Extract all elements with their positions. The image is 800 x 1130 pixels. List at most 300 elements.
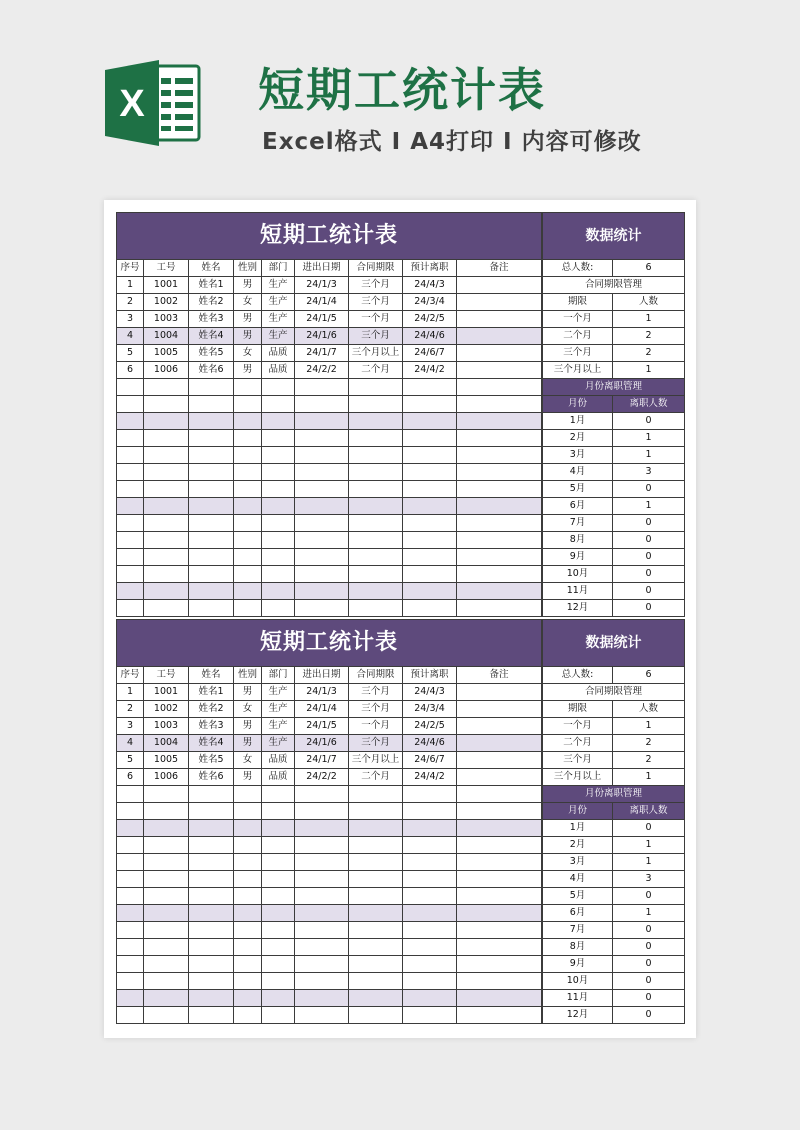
table-cell[interactable]: 男 [234, 362, 262, 379]
table-cell[interactable]: 生产 [262, 718, 295, 735]
table-cell[interactable]: 姓名1 [189, 277, 234, 294]
table-cell[interactable] [349, 905, 403, 922]
table-cell[interactable] [234, 905, 262, 922]
table-cell[interactable] [262, 837, 295, 854]
table-cell[interactable] [349, 413, 403, 430]
table-cell[interactable] [144, 379, 189, 396]
table-cell[interactable]: 姓名6 [189, 769, 234, 786]
table-cell[interactable]: 女 [234, 701, 262, 718]
table-cell[interactable] [234, 939, 262, 956]
table-cell[interactable]: 女 [234, 752, 262, 769]
table-cell[interactable]: 1004 [144, 328, 189, 345]
table-cell[interactable]: 2 [117, 701, 144, 718]
table-cell[interactable] [262, 464, 295, 481]
table-cell[interactable] [117, 939, 144, 956]
table-cell[interactable]: 3 [117, 718, 144, 735]
table-cell[interactable] [403, 413, 457, 430]
table-cell[interactable] [144, 549, 189, 566]
table-cell[interactable] [144, 498, 189, 515]
table-cell[interactable] [403, 532, 457, 549]
table-cell[interactable] [189, 820, 234, 837]
table-cell[interactable]: 三个月 [349, 294, 403, 311]
table-cell[interactable] [189, 871, 234, 888]
table-cell[interactable] [349, 786, 403, 803]
table-cell[interactable] [234, 481, 262, 498]
table-cell[interactable]: 1006 [144, 769, 189, 786]
table-cell[interactable] [189, 922, 234, 939]
table-cell[interactable] [144, 413, 189, 430]
table-cell[interactable] [295, 464, 349, 481]
table-cell[interactable] [144, 854, 189, 871]
table-cell[interactable] [262, 481, 295, 498]
table-cell[interactable] [457, 566, 542, 583]
table-cell[interactable] [262, 396, 295, 413]
table-cell[interactable]: 24/1/5 [295, 311, 349, 328]
table-cell[interactable] [144, 515, 189, 532]
table-cell[interactable]: 24/1/7 [295, 752, 349, 769]
table-cell[interactable] [262, 922, 295, 939]
table-cell[interactable] [295, 820, 349, 837]
table-cell[interactable] [262, 871, 295, 888]
table-cell[interactable] [234, 786, 262, 803]
table-cell[interactable] [457, 684, 542, 701]
table-cell[interactable] [234, 973, 262, 990]
table-cell[interactable]: 品质 [262, 752, 295, 769]
table-cell[interactable] [457, 973, 542, 990]
table-cell[interactable] [234, 549, 262, 566]
table-cell[interactable] [144, 871, 189, 888]
table-cell[interactable]: 二个月 [349, 362, 403, 379]
table-cell[interactable] [262, 786, 295, 803]
table-cell[interactable] [457, 447, 542, 464]
table-cell[interactable] [234, 447, 262, 464]
table-cell[interactable] [349, 820, 403, 837]
table-cell[interactable]: 24/1/5 [295, 718, 349, 735]
table-cell[interactable] [189, 396, 234, 413]
table-cell[interactable]: 姓名3 [189, 718, 234, 735]
table-cell[interactable] [349, 922, 403, 939]
table-cell[interactable] [234, 1007, 262, 1024]
table-cell[interactable] [117, 888, 144, 905]
table-cell[interactable] [262, 956, 295, 973]
table-cell[interactable]: 24/1/4 [295, 294, 349, 311]
table-cell[interactable]: 24/2/2 [295, 769, 349, 786]
table-cell[interactable]: 女 [234, 294, 262, 311]
table-cell[interactable] [457, 769, 542, 786]
table-cell[interactable] [144, 600, 189, 617]
table-cell[interactable] [349, 990, 403, 1007]
table-cell[interactable] [295, 854, 349, 871]
table-cell[interactable]: 1002 [144, 701, 189, 718]
table-cell[interactable] [457, 752, 542, 769]
table-cell[interactable] [403, 583, 457, 600]
table-cell[interactable] [262, 888, 295, 905]
table-cell[interactable] [403, 600, 457, 617]
table-cell[interactable] [117, 549, 144, 566]
table-cell[interactable] [457, 515, 542, 532]
table-cell[interactable] [117, 566, 144, 583]
table-cell[interactable] [117, 854, 144, 871]
table-cell[interactable]: 1005 [144, 752, 189, 769]
table-cell[interactable] [144, 837, 189, 854]
table-cell[interactable]: 1001 [144, 277, 189, 294]
table-cell[interactable]: 姓名2 [189, 294, 234, 311]
table-cell[interactable] [295, 430, 349, 447]
table-cell[interactable] [403, 956, 457, 973]
table-cell[interactable]: 24/2/5 [403, 311, 457, 328]
table-cell[interactable] [457, 888, 542, 905]
table-cell[interactable] [117, 922, 144, 939]
table-cell[interactable] [403, 566, 457, 583]
table-cell[interactable] [234, 990, 262, 1007]
table-cell[interactable] [295, 600, 349, 617]
table-cell[interactable] [295, 532, 349, 549]
table-cell[interactable] [349, 973, 403, 990]
table-cell[interactable]: 生产 [262, 277, 295, 294]
table-cell[interactable] [457, 396, 542, 413]
table-cell[interactable]: 1003 [144, 311, 189, 328]
table-cell[interactable] [295, 566, 349, 583]
table-cell[interactable] [349, 566, 403, 583]
table-cell[interactable] [234, 430, 262, 447]
table-cell[interactable] [349, 464, 403, 481]
table-cell[interactable]: 1005 [144, 345, 189, 362]
table-cell[interactable] [262, 430, 295, 447]
table-cell[interactable] [457, 922, 542, 939]
table-cell[interactable] [457, 871, 542, 888]
table-cell[interactable] [117, 990, 144, 1007]
table-cell[interactable] [457, 939, 542, 956]
table-cell[interactable]: 24/3/4 [403, 294, 457, 311]
table-cell[interactable] [457, 549, 542, 566]
table-cell[interactable] [457, 362, 542, 379]
table-cell[interactable]: 生产 [262, 701, 295, 718]
table-cell[interactable]: 姓名4 [189, 735, 234, 752]
table-cell[interactable] [349, 888, 403, 905]
table-cell[interactable] [295, 871, 349, 888]
table-cell[interactable] [117, 820, 144, 837]
table-cell[interactable] [234, 837, 262, 854]
table-cell[interactable] [349, 583, 403, 600]
table-cell[interactable] [234, 413, 262, 430]
table-cell[interactable] [295, 990, 349, 1007]
table-cell[interactable] [262, 939, 295, 956]
table-cell[interactable] [144, 922, 189, 939]
table-cell[interactable] [295, 922, 349, 939]
table-cell[interactable]: 男 [234, 735, 262, 752]
table-cell[interactable] [295, 447, 349, 464]
table-cell[interactable] [403, 498, 457, 515]
table-cell[interactable] [295, 549, 349, 566]
table-cell[interactable] [262, 498, 295, 515]
table-cell[interactable] [189, 532, 234, 549]
table-cell[interactable] [262, 820, 295, 837]
table-cell[interactable] [117, 803, 144, 820]
table-cell[interactable] [262, 990, 295, 1007]
table-cell[interactable] [403, 396, 457, 413]
table-cell[interactable]: 三个月 [349, 277, 403, 294]
table-cell[interactable] [403, 905, 457, 922]
table-cell[interactable]: 5 [117, 752, 144, 769]
table-cell[interactable] [262, 532, 295, 549]
table-cell[interactable] [349, 515, 403, 532]
table-cell[interactable]: 三个月 [349, 684, 403, 701]
table-cell[interactable] [144, 396, 189, 413]
table-cell[interactable] [144, 786, 189, 803]
table-cell[interactable] [117, 973, 144, 990]
table-cell[interactable] [457, 481, 542, 498]
table-cell[interactable]: 品质 [262, 345, 295, 362]
table-cell[interactable]: 品质 [262, 362, 295, 379]
table-cell[interactable]: 24/4/2 [403, 362, 457, 379]
table-cell[interactable] [189, 888, 234, 905]
table-cell[interactable]: 姓名3 [189, 311, 234, 328]
table-cell[interactable] [234, 396, 262, 413]
table-cell[interactable] [144, 888, 189, 905]
table-cell[interactable] [403, 990, 457, 1007]
table-cell[interactable] [457, 464, 542, 481]
table-cell[interactable] [189, 413, 234, 430]
table-cell[interactable] [457, 820, 542, 837]
table-cell[interactable] [189, 600, 234, 617]
table-cell[interactable]: 生产 [262, 735, 295, 752]
table-cell[interactable]: 24/4/2 [403, 769, 457, 786]
table-cell[interactable] [457, 277, 542, 294]
table-cell[interactable] [234, 464, 262, 481]
table-cell[interactable]: 姓名2 [189, 701, 234, 718]
table-cell[interactable] [349, 803, 403, 820]
table-cell[interactable] [117, 1007, 144, 1024]
table-cell[interactable] [349, 396, 403, 413]
table-cell[interactable] [117, 583, 144, 600]
table-cell[interactable] [262, 1007, 295, 1024]
table-cell[interactable] [189, 464, 234, 481]
table-cell[interactable]: 24/4/6 [403, 328, 457, 345]
table-cell[interactable]: 姓名1 [189, 684, 234, 701]
table-cell[interactable] [234, 820, 262, 837]
table-cell[interactable] [144, 990, 189, 1007]
table-cell[interactable]: 姓名4 [189, 328, 234, 345]
table-cell[interactable] [295, 939, 349, 956]
table-cell[interactable] [457, 1007, 542, 1024]
table-cell[interactable] [144, 430, 189, 447]
table-cell[interactable] [457, 294, 542, 311]
table-cell[interactable] [403, 939, 457, 956]
table-cell[interactable] [262, 566, 295, 583]
table-cell[interactable] [295, 1007, 349, 1024]
table-cell[interactable] [403, 549, 457, 566]
table-cell[interactable] [457, 854, 542, 871]
table-cell[interactable] [403, 379, 457, 396]
table-cell[interactable] [234, 803, 262, 820]
table-cell[interactable] [117, 786, 144, 803]
table-cell[interactable] [117, 871, 144, 888]
table-cell[interactable] [117, 600, 144, 617]
table-cell[interactable]: 1004 [144, 735, 189, 752]
table-cell[interactable] [189, 905, 234, 922]
table-cell[interactable]: 6 [117, 362, 144, 379]
table-cell[interactable] [457, 735, 542, 752]
table-cell[interactable] [457, 956, 542, 973]
table-cell[interactable]: 4 [117, 735, 144, 752]
table-cell[interactable] [234, 871, 262, 888]
table-cell[interactable] [117, 905, 144, 922]
table-cell[interactable] [457, 532, 542, 549]
table-cell[interactable] [457, 990, 542, 1007]
table-cell[interactable] [117, 413, 144, 430]
table-cell[interactable] [234, 922, 262, 939]
table-cell[interactable] [262, 600, 295, 617]
table-cell[interactable] [144, 939, 189, 956]
table-cell[interactable] [117, 447, 144, 464]
table-cell[interactable]: 三个月 [349, 735, 403, 752]
table-cell[interactable] [189, 939, 234, 956]
table-cell[interactable]: 姓名6 [189, 362, 234, 379]
table-cell[interactable]: 男 [234, 684, 262, 701]
table-cell[interactable] [295, 956, 349, 973]
table-cell[interactable] [117, 464, 144, 481]
table-cell[interactable]: 24/1/3 [295, 684, 349, 701]
table-cell[interactable] [457, 311, 542, 328]
table-cell[interactable] [295, 396, 349, 413]
table-cell[interactable]: 24/1/4 [295, 701, 349, 718]
table-cell[interactable] [349, 939, 403, 956]
table-cell[interactable] [189, 379, 234, 396]
table-cell[interactable]: 生产 [262, 684, 295, 701]
table-cell[interactable] [117, 515, 144, 532]
table-cell[interactable] [295, 413, 349, 430]
table-cell[interactable] [403, 837, 457, 854]
table-cell[interactable] [117, 956, 144, 973]
table-cell[interactable] [457, 583, 542, 600]
table-cell[interactable]: 一个月 [349, 311, 403, 328]
table-cell[interactable]: 男 [234, 328, 262, 345]
table-cell[interactable]: 姓名5 [189, 752, 234, 769]
table-cell[interactable]: 三个月 [349, 701, 403, 718]
table-cell[interactable]: 24/4/3 [403, 684, 457, 701]
table-cell[interactable] [457, 345, 542, 362]
table-cell[interactable] [295, 515, 349, 532]
table-cell[interactable] [189, 1007, 234, 1024]
table-cell[interactable] [295, 837, 349, 854]
table-cell[interactable]: 24/1/7 [295, 345, 349, 362]
table-cell[interactable] [262, 854, 295, 871]
table-cell[interactable]: 2 [117, 294, 144, 311]
table-cell[interactable]: 24/2/2 [295, 362, 349, 379]
table-cell[interactable] [234, 498, 262, 515]
table-cell[interactable] [403, 786, 457, 803]
table-cell[interactable] [349, 854, 403, 871]
table-cell[interactable] [457, 379, 542, 396]
table-cell[interactable] [349, 430, 403, 447]
table-cell[interactable] [189, 837, 234, 854]
table-cell[interactable]: 24/1/6 [295, 735, 349, 752]
table-cell[interactable] [457, 718, 542, 735]
table-cell[interactable] [144, 956, 189, 973]
table-cell[interactable] [189, 430, 234, 447]
table-cell[interactable] [189, 583, 234, 600]
table-cell[interactable] [189, 854, 234, 871]
table-cell[interactable] [262, 379, 295, 396]
table-cell[interactable]: 1006 [144, 362, 189, 379]
table-cell[interactable] [234, 956, 262, 973]
table-cell[interactable] [189, 803, 234, 820]
table-cell[interactable]: 一个月 [349, 718, 403, 735]
table-cell[interactable] [349, 837, 403, 854]
table-cell[interactable] [262, 905, 295, 922]
table-cell[interactable] [234, 600, 262, 617]
table-cell[interactable] [403, 481, 457, 498]
table-cell[interactable]: 24/4/6 [403, 735, 457, 752]
table-cell[interactable]: 三个月以上 [349, 752, 403, 769]
table-cell[interactable] [457, 430, 542, 447]
table-cell[interactable] [189, 956, 234, 973]
table-cell[interactable]: 24/6/7 [403, 345, 457, 362]
table-cell[interactable]: 24/4/3 [403, 277, 457, 294]
table-cell[interactable] [262, 413, 295, 430]
table-cell[interactable]: 24/2/5 [403, 718, 457, 735]
table-cell[interactable]: 5 [117, 345, 144, 362]
table-cell[interactable] [234, 583, 262, 600]
table-cell[interactable] [189, 786, 234, 803]
table-cell[interactable]: 姓名5 [189, 345, 234, 362]
table-cell[interactable] [457, 837, 542, 854]
table-cell[interactable] [144, 905, 189, 922]
table-cell[interactable] [457, 803, 542, 820]
table-cell[interactable] [295, 973, 349, 990]
table-cell[interactable]: 24/6/7 [403, 752, 457, 769]
table-cell[interactable]: 男 [234, 311, 262, 328]
table-cell[interactable]: 二个月 [349, 769, 403, 786]
table-cell[interactable] [262, 973, 295, 990]
table-cell[interactable] [457, 413, 542, 430]
table-cell[interactable] [295, 583, 349, 600]
table-cell[interactable]: 男 [234, 769, 262, 786]
table-cell[interactable] [262, 515, 295, 532]
table-cell[interactable] [295, 803, 349, 820]
table-cell[interactable] [234, 854, 262, 871]
table-cell[interactable]: 1001 [144, 684, 189, 701]
table-cell[interactable] [349, 871, 403, 888]
table-cell[interactable] [403, 1007, 457, 1024]
table-cell[interactable] [144, 566, 189, 583]
table-cell[interactable] [295, 498, 349, 515]
table-cell[interactable] [189, 498, 234, 515]
table-cell[interactable] [295, 481, 349, 498]
table-cell[interactable] [349, 549, 403, 566]
table-cell[interactable] [349, 1007, 403, 1024]
table-cell[interactable] [189, 973, 234, 990]
table-cell[interactable] [457, 905, 542, 922]
table-cell[interactable] [117, 837, 144, 854]
table-cell[interactable] [144, 820, 189, 837]
table-cell[interactable] [349, 379, 403, 396]
table-cell[interactable] [117, 532, 144, 549]
table-cell[interactable] [295, 379, 349, 396]
table-cell[interactable] [262, 803, 295, 820]
table-cell[interactable] [403, 430, 457, 447]
table-cell[interactable]: 男 [234, 718, 262, 735]
table-cell[interactable]: 生产 [262, 311, 295, 328]
table-cell[interactable] [457, 701, 542, 718]
table-cell[interactable] [144, 583, 189, 600]
table-cell[interactable]: 生产 [262, 328, 295, 345]
table-cell[interactable]: 1002 [144, 294, 189, 311]
table-cell[interactable] [189, 481, 234, 498]
table-cell[interactable] [189, 515, 234, 532]
table-cell[interactable]: 6 [117, 769, 144, 786]
table-cell[interactable] [295, 888, 349, 905]
